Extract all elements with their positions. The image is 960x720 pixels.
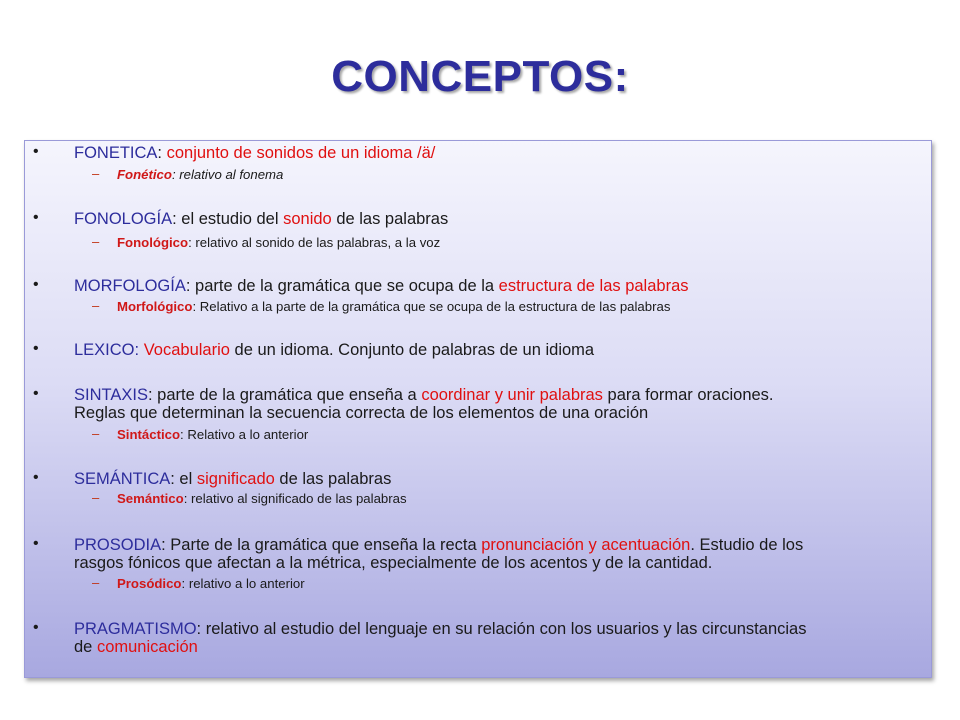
item-morfologia: MORFOLOGÍA: parte de la gramática que se ocupa de la estructura de las palabras xyxy=(74,277,689,295)
item-prosodia: PROSODIA: Parte de la gramática que enseña la recta pronunciación y acentuación. Estudio de los xyxy=(74,536,804,554)
item-lexico: LEXICO: Vocabulario de un idioma. Conjunto de palabras de un idioma xyxy=(74,341,595,359)
item-sintaxis-line2: Reglas que determinan la secuencia correcta de los elementos de una oración xyxy=(74,404,649,422)
sub-semantico: Semántico: relativo al significado de las palabras xyxy=(117,491,407,506)
item-pragmatismo-line2: de comunicación xyxy=(74,638,198,656)
term: FONETICA xyxy=(74,144,158,162)
highlight: estructura de las palabras xyxy=(498,277,689,295)
dash: – xyxy=(92,490,100,505)
dash: – xyxy=(92,575,100,590)
item-fonologia: FONOLOGÍA: el estudio del sonido de las palabras xyxy=(74,210,449,228)
sub-fonologico: Fonológico: relativo al sonido de las palabras, a la voz xyxy=(117,235,441,250)
highlight: pronunciación y acentuación xyxy=(481,536,691,554)
highlight: conjunto de sonidos de un idioma /ä/ xyxy=(166,144,436,162)
dash: – xyxy=(92,234,100,249)
bullet: • xyxy=(33,340,39,357)
dash: – xyxy=(92,426,100,441)
bullet: • xyxy=(33,619,39,636)
bullet: • xyxy=(33,209,39,226)
sub-fonetico: Fonético: relativo al fonema xyxy=(117,167,284,182)
highlight: comunicación xyxy=(96,638,198,656)
highlight: coordinar y unir palabras xyxy=(421,386,603,404)
highlight: Vocabulario xyxy=(143,341,230,359)
bullet: • xyxy=(33,535,39,552)
highlight: significado xyxy=(196,470,275,488)
slide-title: CONCEPTOS: xyxy=(331,52,629,101)
bullet: • xyxy=(33,469,39,486)
bullet: • xyxy=(33,385,39,402)
highlight: sonido xyxy=(283,210,332,228)
item-fonetica: FONETICA: conjunto de sonidos de un idioma /ä/ xyxy=(74,144,436,162)
item-pragmatismo: PRAGMATISMO: relativo al estudio del lenguaje en su relación con los usuarios y las circunstancias xyxy=(74,620,807,638)
sub-sintactico: Sintáctico: Relativo a lo anterior xyxy=(117,427,309,442)
sub-morfologico: Morfológico: Relativo a la parte de la gramática que se ocupa de la estructura de las palabras xyxy=(117,299,671,314)
dash: – xyxy=(92,166,100,181)
item-semantica: SEMÁNTICA: el significado de las palabras xyxy=(74,470,392,488)
item-prosodia-line2: rasgos fónicos que afectan a la métrica, especialmente de los acentos y de la cantidad. xyxy=(74,554,713,572)
dash: – xyxy=(92,298,100,313)
item-sintaxis: SINTAXIS: parte de la gramática que enseña a coordinar y unir palabras para formar oraciones. xyxy=(74,386,774,404)
sub-prosodico: Prosódico: relativo a lo anterior xyxy=(117,576,305,591)
bullet: • xyxy=(33,143,39,160)
bullet: • xyxy=(33,276,39,293)
